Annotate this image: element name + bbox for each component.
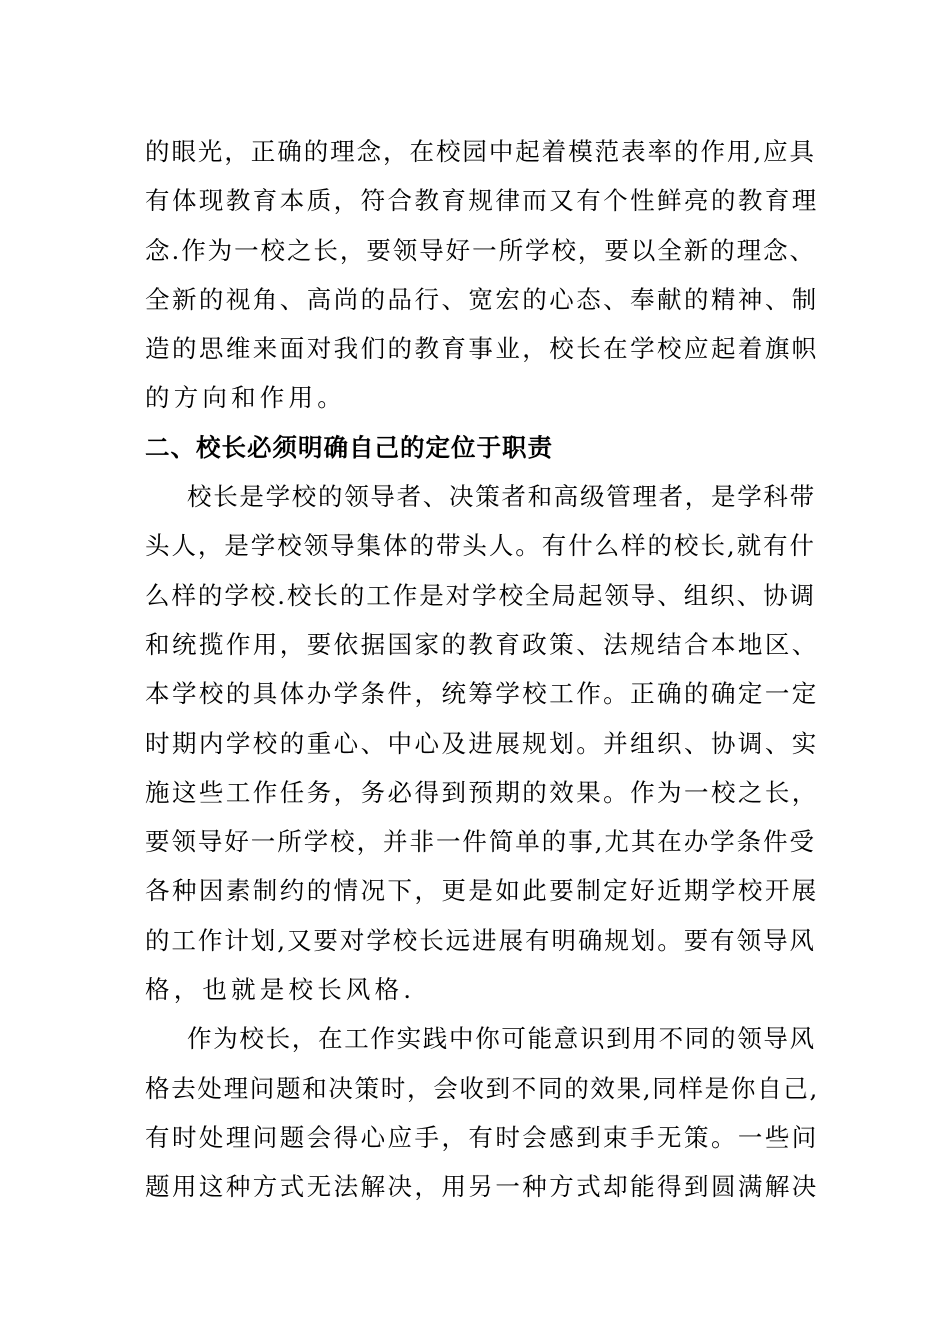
text-line: 格去处理问题和决策时，会收到不同的效果,同样是你自己, <box>145 1073 819 1103</box>
text-line: 念.作为一校之长，要领导好一所学校，要以全新的理念、 <box>145 235 816 265</box>
text-line: 格，也就是校长风格. <box>145 975 416 1005</box>
paragraph-first-line: 校长是学校的领导者、决策者和高级管理者，是学科带 <box>187 482 816 512</box>
text-line: 各种因素制约的情况下，更是如此要制定好近期学校开展 <box>145 876 819 906</box>
section-heading: 二、校长必须明确自己的定位于职责 <box>145 432 553 462</box>
text-line: 和统揽作用，要依据国家的教育政策、法规结合本地区、 <box>145 629 819 659</box>
text-line: 有时处理问题会得心应手，有时会感到束手无策。一些问 <box>145 1122 819 1152</box>
text-line: 要领导好一所学校，并非一件简单的事,尤其在办学条件受 <box>145 827 816 857</box>
text-line: 的方向和作用。 <box>145 383 346 413</box>
text-line: 全新的视角、高尚的品行、宽宏的心态、奉献的精神、制 <box>145 284 819 314</box>
paragraph-first-line: 作为校长，在工作实践中你可能意识到用不同的领导风 <box>187 1024 816 1054</box>
text-line: 题用这种方式无法解决，用另一种方式却能得到圆满解决 <box>145 1172 819 1202</box>
text-line: 本学校的具体办学条件，统筹学校工作。正确的确定一定 <box>145 679 819 709</box>
document-body <box>145 127 820 1212</box>
text-line: 的工作计划,又要对学校长远进展有明确规划。要有领导风 <box>145 925 816 955</box>
text-line: 施这些工作任务，务必得到预期的效果。作为一校之长， <box>145 777 819 807</box>
text-line: 头人，是学校领导集体的带头人。有什么样的校长,就有什 <box>145 531 816 561</box>
text-line: 有体现教育本质，符合教育规律而又有个性鲜亮的教育理 <box>145 186 819 216</box>
text-line: 么样的学校.校长的工作是对学校全局起领导、组织、协调 <box>145 580 816 610</box>
text-line: 的眼光，正确的理念，在校园中起着模范表率的作用,应具 <box>145 137 816 166</box>
text-line: 造的思维来面对我们的教育事业，校长在学校应起着旗帜 <box>145 334 819 364</box>
text-line: 时期内学校的重心、中心及进展规划。并组织、协调、实 <box>145 728 819 758</box>
